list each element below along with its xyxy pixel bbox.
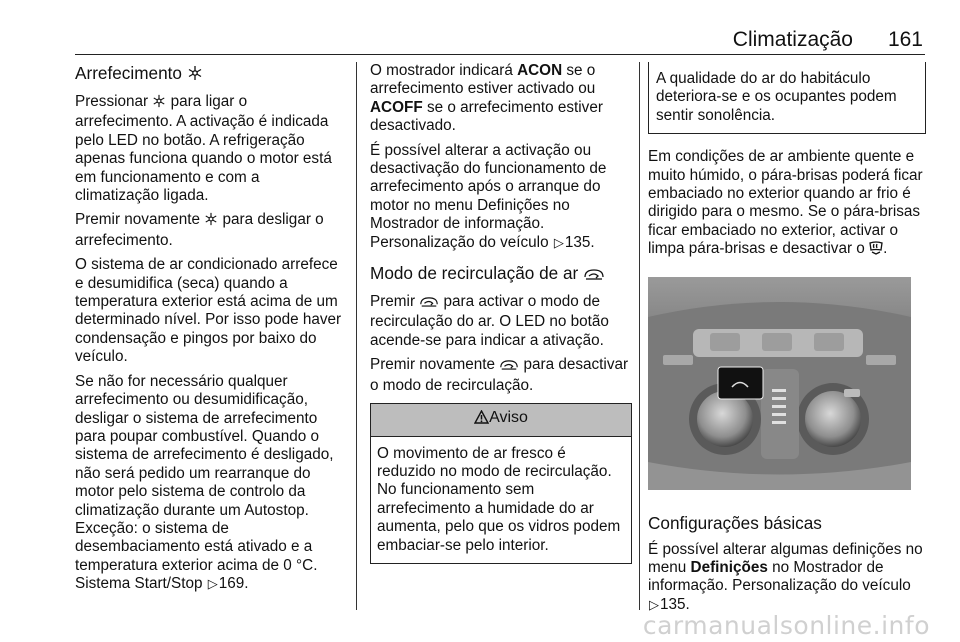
- page-number: 161: [887, 28, 923, 51]
- column-2: [370, 62, 632, 564]
- recirculation-icon: [583, 264, 605, 286]
- warning-triangle-icon: [474, 410, 489, 429]
- page-header: [75, 28, 925, 55]
- recirculation-paragraph-2: Premir novamente para desactivar o modo de recirculação.: [370, 356, 629, 394]
- snowflake-icon: [187, 64, 203, 86]
- heading-cooling: Arrefecimento: [75, 62, 347, 86]
- page-ref-arrow-icon: ▷: [207, 576, 218, 592]
- recirculation-paragraph-1: Premir para activar o modo de recirculação do ar. O LED no botão acende-se para indicar a ativação.: [370, 293, 609, 349]
- warning-text: O movimento de ar fresco é reduzido no modo de recirculação. No funcionamento sem arrefecimento a humidade do ar aumenta, pelo que os vidros podem embaciar-se pelo interior.: [377, 444, 621, 554]
- snowflake-icon: [152, 94, 166, 113]
- cooling-paragraph-3: O sistema de ar condicionado arrefece e desumidifica (seca) quando a temperatura exterior está acima de um determinado nível. Por isso pode haver condensação e pingos por baixo do veículo.: [75, 256, 342, 366]
- column-3: [648, 62, 926, 620]
- cooling-paragraph-4: Se não for necessário qualquer arrefecimento ou desumidificação, desligar o sistema de arrefecimento para poupar combustível. Quando o sistema de arrefecimento é desligado, não será pedido um rearranque do motor pelo sistema de controlo da climatização durante um Autostop. Exceção: o sistema de desembaciamento está ativado e a temperatura exterior acima de 0 °C. Sistema Start/Stop ▷169.: [75, 372, 334, 593]
- page-ref-arrow-icon: ▷: [553, 234, 564, 250]
- windscreen-defrost-icon: [869, 240, 883, 260]
- recirculation-icon: [499, 358, 519, 376]
- climate-control-panel-photo: [648, 277, 911, 490]
- windscreen-paragraph: Em condições de ar ambiente quente e muito húmido, o pára-brisas poderá ficar embaciado no exterior quando ar frio é dirigido para o mesmo. Se o pára-brisas ficar embaciado no exterior, activar o limpa pára-brisas e desactivar o .: [648, 148, 926, 260]
- recirculation-icon: [419, 295, 439, 313]
- page-ref-arrow-icon: ▷: [649, 596, 659, 612]
- continued-warning-text: A qualidade do ar do habitáculo deteriora-se e os ocupantes podem sentir sonolência.: [656, 70, 897, 124]
- watermark: carmanualsonline.info: [642, 611, 930, 640]
- heading-recirculation: Modo de recirculação de ar: [370, 262, 632, 286]
- cooling-paragraph-2: Premir novamente para desligar o arrefecimento.: [75, 211, 324, 249]
- column-divider-2: [639, 62, 640, 610]
- continued-warning-box: [648, 62, 926, 134]
- settings-paragraph: É possível alterar a activação ou desactivação do funcionamento de arrefecimento após o arranque do motor no menu Definições no Mostrador de informação. Personalização do veículo ▷135.: [370, 141, 607, 251]
- heading-basic-settings: Configurações básicas: [648, 512, 822, 533]
- section-title: Climatização: [732, 28, 853, 51]
- basic-settings-paragraph: É possível alterar algumas definições no menu Definições no Mostrador de informação. Personalização do veículo ▷135.: [648, 540, 923, 613]
- warning-box: [370, 403, 632, 564]
- column-divider-1: [356, 62, 357, 610]
- snowflake-icon: [204, 212, 218, 231]
- display-paragraph: O mostrador indicará ACON se o arrefecimento estiver activado ou ACOFF se o arrefecimento estiver desactivado.: [370, 62, 603, 135]
- warning-header: Aviso: [371, 404, 631, 436]
- cooling-paragraph-1: Pressionar para ligar o arrefecimento. A activação é indicada pelo LED no botão. A refrigeração apenas funciona quando o motor está em funcionamento e com a climatização ligada.: [75, 93, 332, 205]
- column-1: [75, 62, 347, 600]
